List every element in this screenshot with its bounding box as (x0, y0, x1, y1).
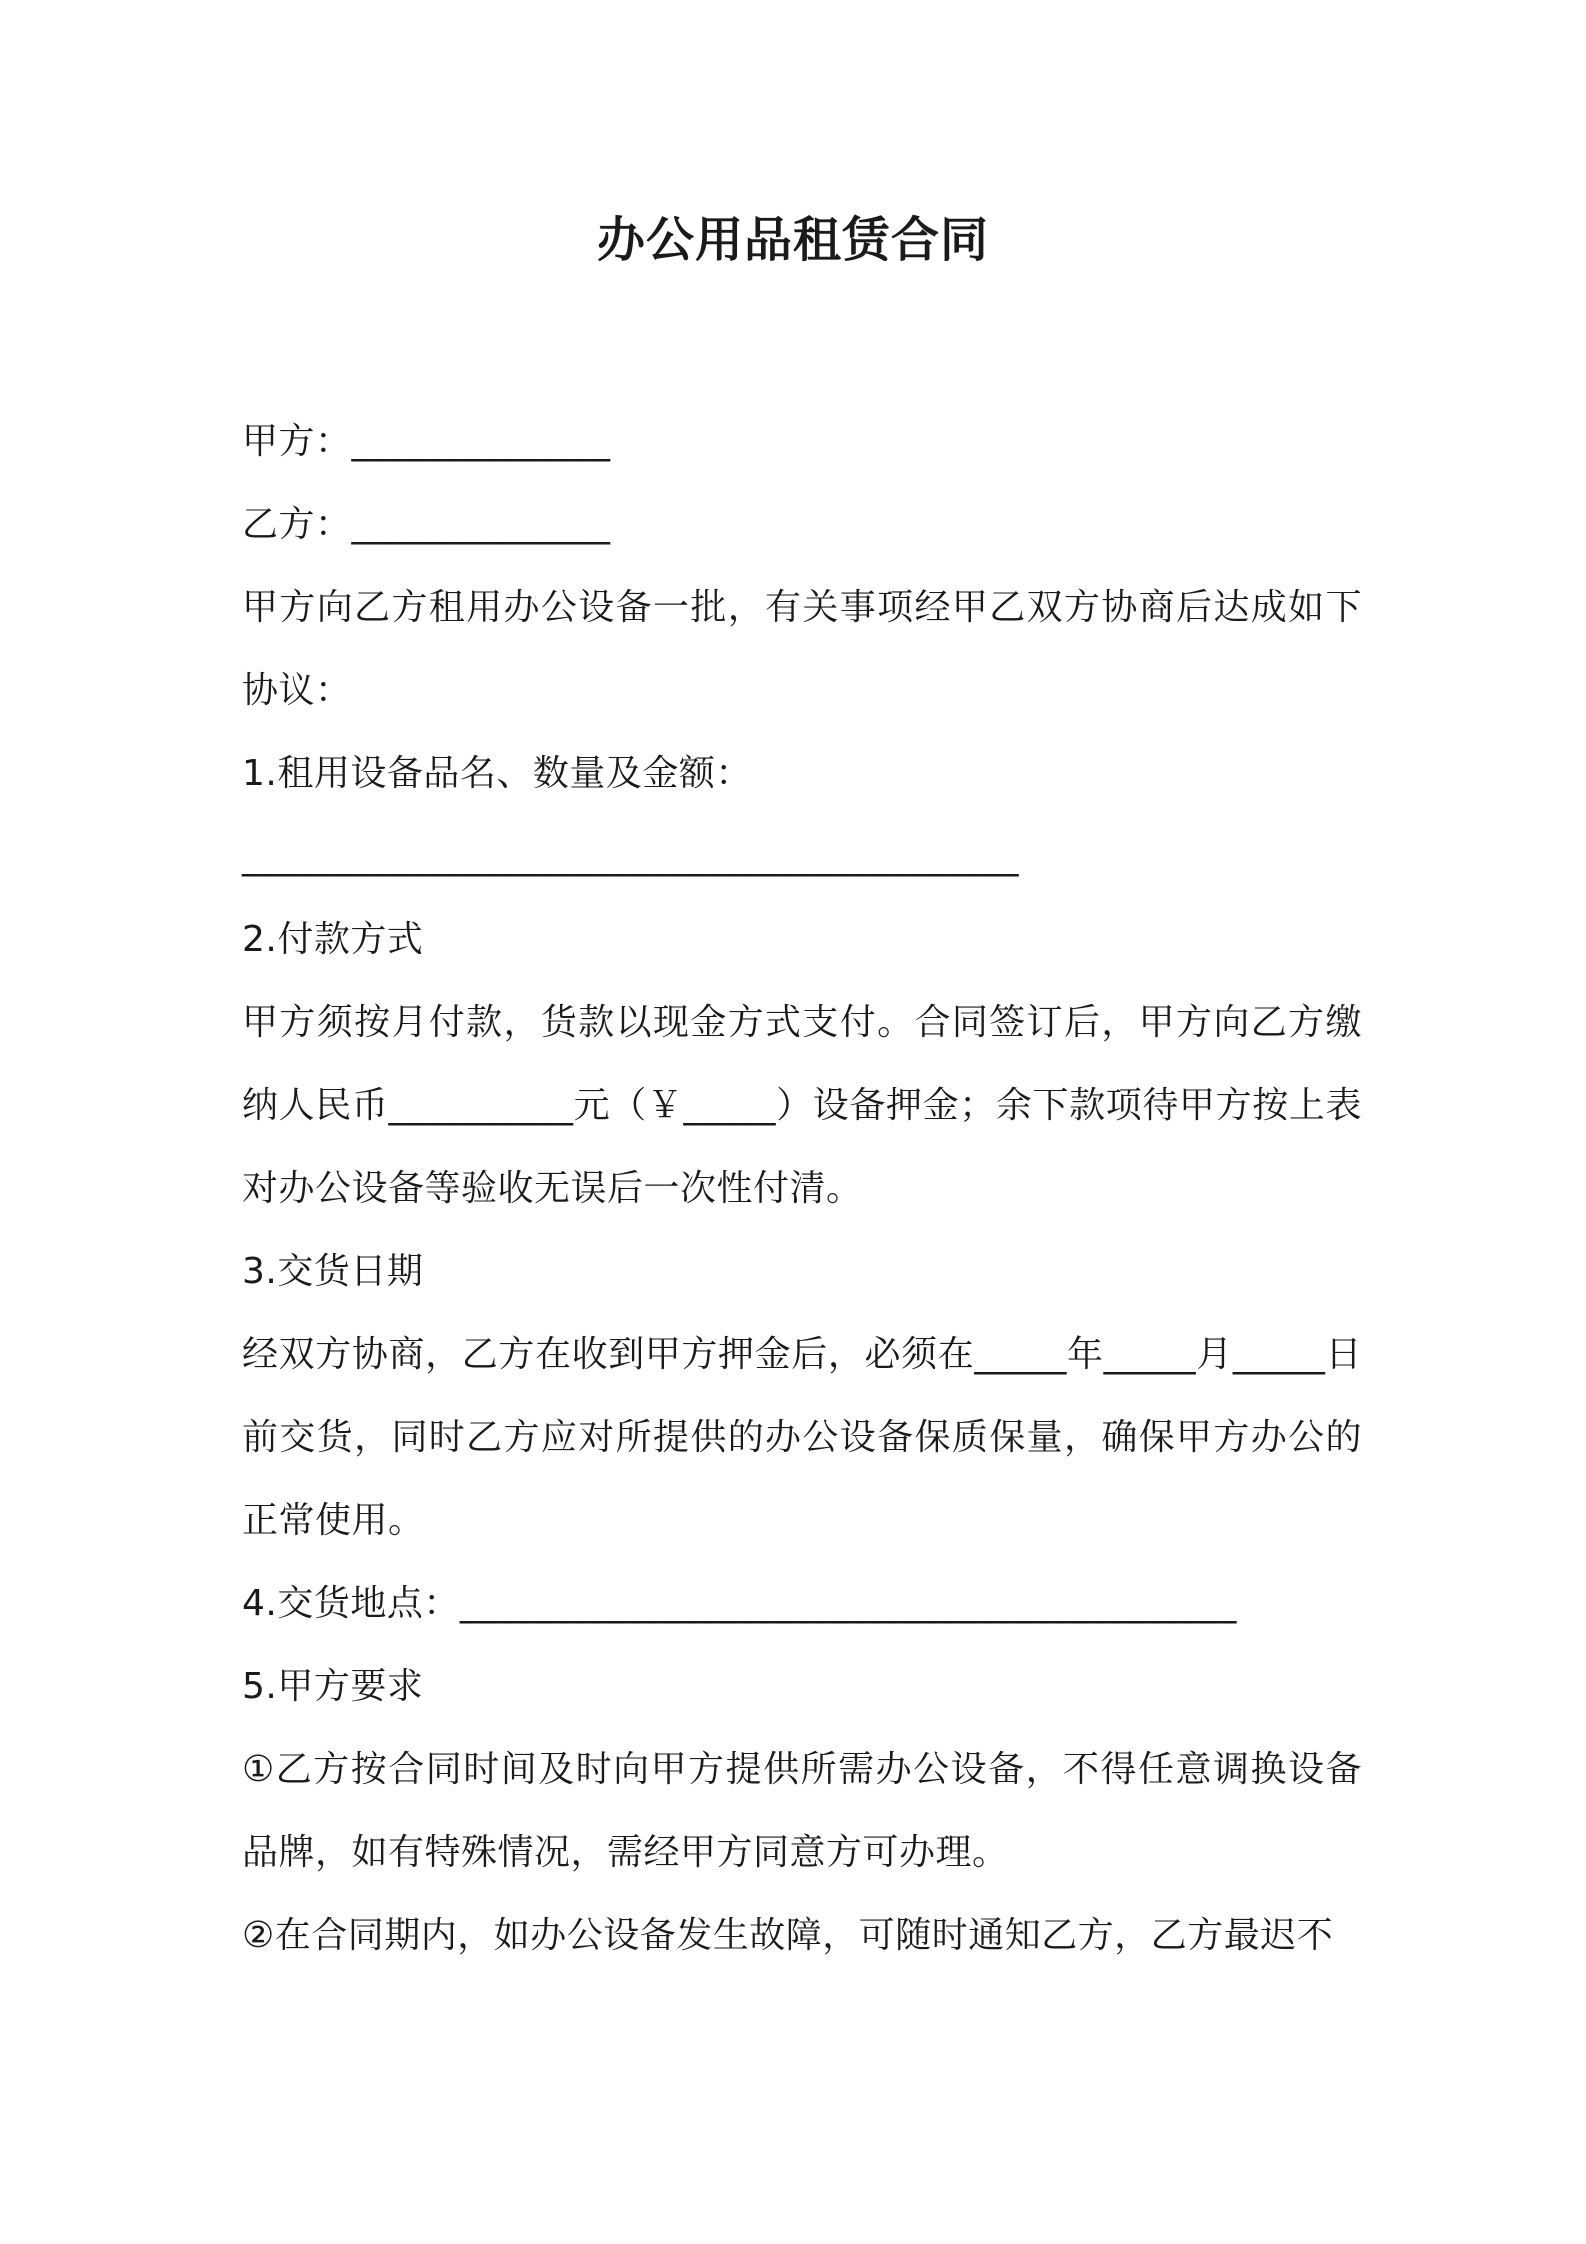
section-2-heading: 2.付款方式 (242, 919, 424, 960)
section-5-item-1: ①乙方按合同时间及时向甲方提供所需办公设备，不得任意调换设备品牌，如有特殊情况，需经甲方同意方可办理。 (242, 1749, 1362, 1873)
section-3-heading: 3.交货日期 (242, 1251, 424, 1292)
section-3-paragraph: 经双方协商，乙方在收到甲方押金后，必须在_____年_____月_____日前交货，同时乙方应对所提供的办公设备保质保量，确保甲方办公的正常使用。 (242, 1334, 1362, 1541)
section-5-heading: 5.甲方要求 (242, 1666, 424, 1707)
document-title: 办公用品租赁合同 (596, 212, 989, 268)
section-1-heading: 1.租用设备品名、数量及金额： (242, 753, 752, 794)
section-1-blank: __________________________________________ (242, 836, 1019, 877)
party-a-line: 甲方：______________ (242, 421, 611, 462)
section-4-heading: 4.交货地点：__________________________________________ (242, 1583, 1237, 1624)
intro-paragraph: 甲方向乙方租用办公设备一批，有关事项经甲乙双方协商后达成如下协议： (242, 587, 1362, 711)
section-5-item-2: ②在合同期内，如办公设备发生故障，可随时通知乙方，乙方最迟不 (242, 1915, 1334, 1956)
document-body (242, 400, 1362, 1977)
party-b-line: 乙方：______________ (242, 504, 611, 545)
section-2-paragraph: 甲方须按月付款，货款以现金方式支付。合同签订后，甲方向乙方缴纳人民币__________元（￥_____）设备押金；余下款项待甲方按上表对办公设备等验收无误后一次性付清。 (242, 1002, 1362, 1209)
